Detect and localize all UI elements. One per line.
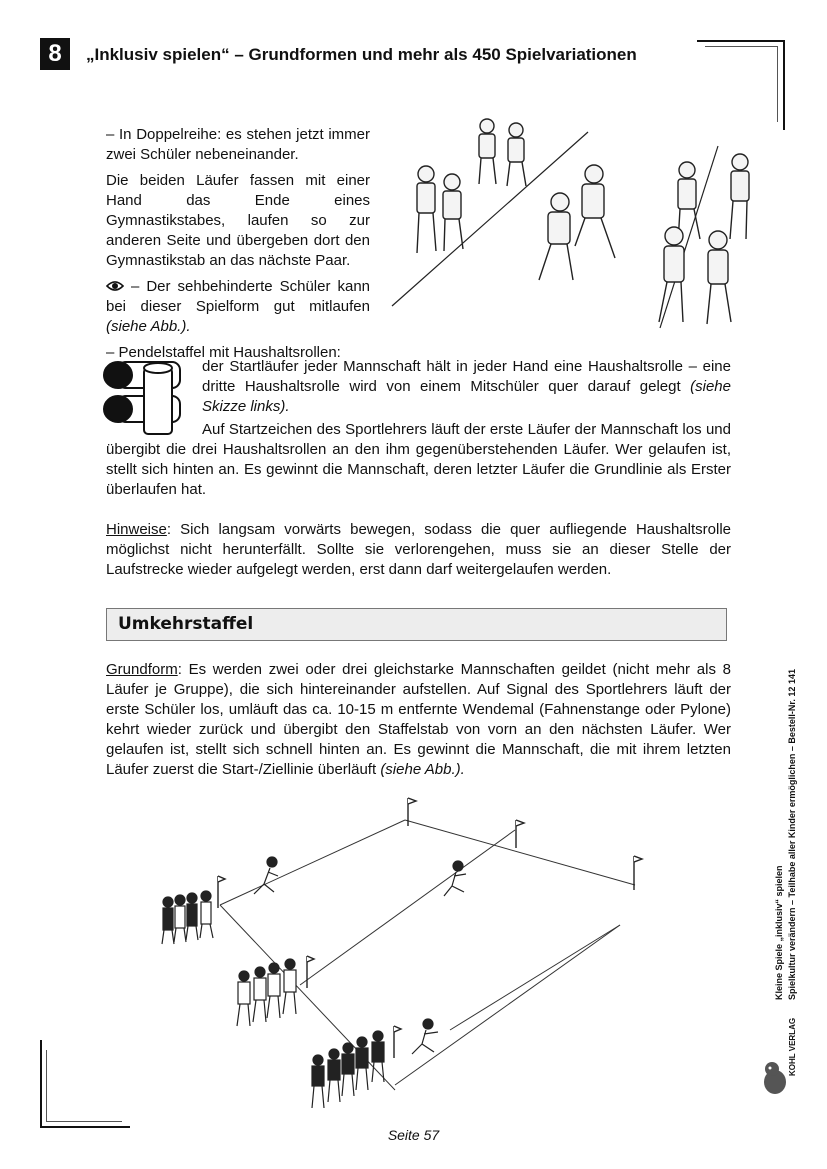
paragraph xyxy=(202,357,731,417)
paragraph: – In Doppelreihe: es stehen jetzt immer zwei Schüler nebeneinander. xyxy=(106,126,370,163)
figure-reference: (siehe Abb.). xyxy=(106,318,191,335)
intro-column xyxy=(106,125,370,363)
paragraph: Auf Startzeichen des Sportlehrers läuft der erste Läufer der Mannschaft los und übergibt die drei Haushaltsrollen an den ihm gegenüberstehenden Läufer. Wer gelaufen ist, stellt sich hinten an. Es gewinnt die Mannschaft, deren letzter Läufer die Grundlinie als Erster überlaufen hat. xyxy=(106,421,731,498)
sidebar-subtitle: Spielkultur verändern – Teilhabe aller Kinder ermöglichen – Bestell-Nr. 12 141 xyxy=(787,669,797,1000)
corner-decoration xyxy=(46,1121,122,1122)
page-header-title: „Inklusiv spielen“ – Grundformen und mehr als 450 Spielvariationen xyxy=(86,45,637,64)
paragraph: – Pendelstaffel mit Haushaltsrollen: xyxy=(106,344,341,361)
sidebar-title: Kleine Spiele „inklusiv“ spielen xyxy=(774,865,784,1000)
hints-paragraph xyxy=(106,520,731,580)
section-title: Umkehrstaffel xyxy=(118,614,254,634)
chapter-number: 8 xyxy=(40,38,70,70)
corner-decoration xyxy=(777,46,778,122)
hints-text: : Sich langsam vorwärts bewegen, sodass die quer aufliegende Haushaltsrolle möglichst nicht herunterfällt. Sollte sie verlorengehen, muss sie an dieser Stelle der Laufstrecke wieder aufgelegt werden, erst dann darf weitergelaufen werden. xyxy=(106,521,731,578)
hints-label: Hinweise xyxy=(106,521,167,538)
publisher-mascot-icon xyxy=(760,1060,790,1096)
page-number: Seite 57 xyxy=(387,1127,440,1143)
paragraph: Die beiden Läufer fassen mit einer Hand das Ende eines Gymnastikstabes, laufen so zur anderen Seite und übergeben dort den Gymnastikstab an das nächste Paar. xyxy=(106,172,370,269)
eye-icon xyxy=(106,280,124,292)
grundform-text: : Es werden zwei oder drei gleichstarke Mannschaften geildet (nicht mehr als 8 Läufer je Gruppe), die sich hintereinander aufstellen. Auf Signal des Sportlehrers läuft der erste Schüler los, umläuft das ca. 10-15 m entfernte Wendemal (Fahnenstange oder Pylone) kehrt wieder zurück und übergibt den Staffelstab von vorn an den nächsten Läufer. Wer gelaufen ist, stellt sich schnell hinten an. Es gewinnt die Mannschaft, die mit ihrem letzten Läufer zuerst die Start-/Ziellinie überläuft xyxy=(106,661,731,778)
grundform-label: Grundform xyxy=(106,661,178,678)
corner-decoration xyxy=(40,1040,42,1128)
figure-reference: (siehe Skizze links). xyxy=(202,378,731,415)
grundform-paragraph xyxy=(106,660,731,780)
sidebar-publication-info xyxy=(770,620,810,1076)
corner-decoration xyxy=(697,40,785,42)
corner-decoration xyxy=(783,40,785,130)
relay-field-illustration xyxy=(150,790,670,1120)
corner-decoration xyxy=(46,1050,47,1122)
figure-reference: (siehe Abb.). xyxy=(380,761,465,778)
paragraph xyxy=(106,277,370,337)
relay-illustration-top xyxy=(388,114,760,342)
publisher-logo: KOHL VERLAG xyxy=(788,1017,797,1076)
corner-decoration xyxy=(705,46,777,47)
paragraph-text: der Startläufer jeder Mannschaft hält in jeder Hand eine Haushaltsrolle – eine dritte Haushaltsrolle wird von einem Mitschüler quer darauf gelegt xyxy=(202,358,731,395)
paragraph-text: – Der sehbehinderte Schüler kann bei dieser Spielform gut mitlaufen xyxy=(106,278,370,315)
